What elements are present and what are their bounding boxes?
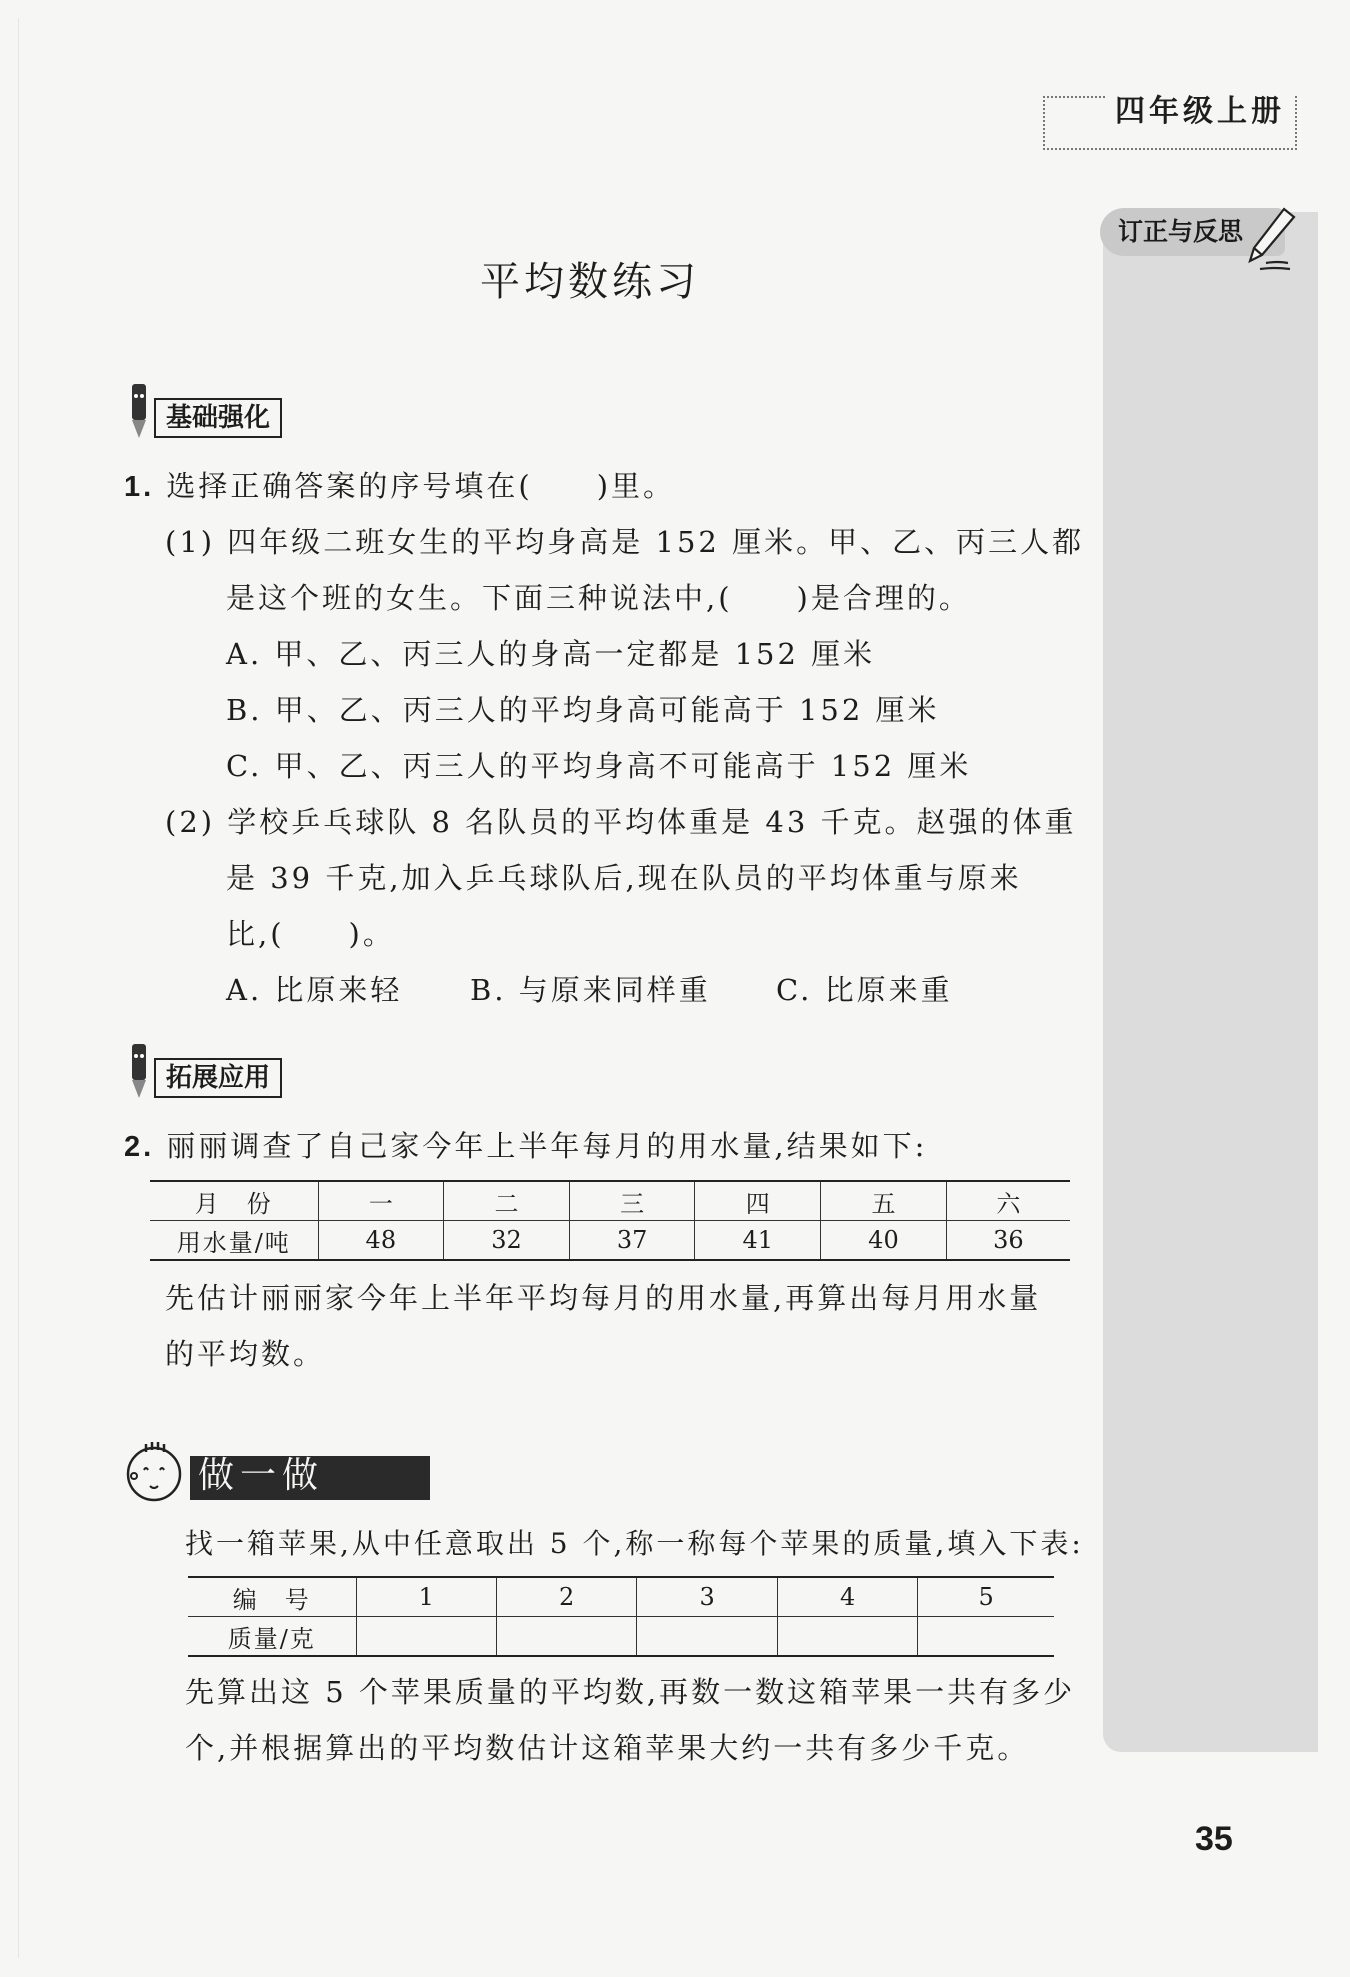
practice-text-line2: 个,并根据算出的平均数估计这箱苹果大约一共有多少千克。 [185,1731,1030,1765]
table-cell: 四 [695,1181,821,1221]
q1-sub1-optionB: B. 甲、乙、丙三人的平均身高可能高于 152 厘米 [226,693,940,727]
table-cell: 编 号 [188,1577,356,1617]
table-cell: 五 [821,1181,947,1221]
child-face-icon [122,1440,186,1504]
table-cell: 48 [318,1221,444,1261]
water-usage-table [150,1180,1070,1261]
table-cell-blank [637,1617,777,1657]
table-cell-blank [777,1617,917,1657]
table-cell: 32 [444,1221,570,1261]
pencil-mascot-icon [124,380,152,442]
q2-text-line2: 的平均数。 [165,1337,326,1371]
table-cell: 二 [444,1181,570,1221]
table-cell: 41 [695,1221,821,1261]
table-cell: 六 [946,1181,1070,1221]
table-cell: 40 [821,1221,947,1261]
table-cell-blank [356,1617,496,1657]
q2-number: 2. [124,1131,155,1163]
q1-sub2-optionC: C. 比原来重 [776,973,953,1007]
practice-text-line1: 先算出这 5 个苹果质量的平均数,再数一数这箱苹果一共有多少 [185,1675,1076,1709]
table-cell: 质量/克 [188,1617,356,1657]
table-cell-blank [918,1617,1054,1657]
q1-sub2-optionA: A. 比原来轻 [226,973,403,1007]
table-cell: 37 [569,1221,695,1261]
practice-header [118,1440,325,1508]
page-title: 平均数练习 [480,259,700,305]
q1-sub1-line1: (1) 四年级二班女生的平均身高是 152 厘米。甲、乙、丙三人都 [165,525,1085,559]
q1-text: 选择正确答案的序号填在( )里。 [166,469,676,503]
table-cell: 一 [318,1181,444,1221]
table-row [188,1617,1054,1657]
pencil-icon [1238,205,1298,271]
table-cell: 1 [356,1577,496,1617]
table-cell: 三 [569,1181,695,1221]
q1-sub2-line1: (2) 学校乒乓球队 8 名队员的平均体重是 43 千克。赵强的体重 [165,805,1077,839]
practice-intro: 找一箱苹果,从中任意取出 5 个,称一称每个苹果的质量,填入下表: [185,1527,1084,1560]
pencil-mascot-icon [124,1040,152,1102]
table-header-row [150,1181,1070,1221]
table-cell-blank [496,1617,636,1657]
correction-column [1103,212,1318,1752]
page-number: 35 [1195,1820,1233,1858]
q1-sub1-optionC: C. 甲、乙、丙三人的平均身高不可能高于 152 厘米 [226,749,972,783]
grade-label: 四年级上册 [1105,92,1295,132]
table-cell: 3 [637,1577,777,1617]
section-label: 基础强化 [154,398,282,438]
q1-number: 1. [124,471,155,503]
q1-sub2-optionB: B. 与原来同样重 [470,973,711,1007]
q1-sub2-line2: 是 39 千克,加入乒乓球队后,现在队员的平均体重与原来 [226,861,1022,895]
table-cell: 月 份 [150,1181,318,1221]
section-extend [124,1058,282,1098]
q1-stem [124,464,675,505]
table-cell: 5 [918,1577,1054,1617]
apple-mass-table [188,1576,1054,1657]
table-cell: 用水量/吨 [150,1221,318,1261]
correction-tag: 订正与反思 [1100,208,1285,256]
q1-sub2-line3: 比,( )。 [226,917,395,951]
q2-text-line1: 先估计丽丽家今年上半年平均每月的用水量,再算出每月用水量 [165,1281,1042,1315]
q1-sub1-optionA: A. 甲、乙、丙三人的身高一定都是 152 厘米 [226,637,876,671]
practice-label: 做一做 [190,1456,430,1500]
section-basic [124,398,282,438]
table-cell: 36 [946,1221,1070,1261]
q2-stem [124,1124,927,1165]
table-header-row [188,1577,1054,1617]
q1-sub1-line2: 是这个班的女生。下面三种说法中,( )是合理的。 [226,581,971,615]
table-row [150,1221,1070,1261]
q2-text: 丽丽调查了自己家今年上半年每月的用水量,结果如下: [166,1129,928,1163]
table-cell: 2 [496,1577,636,1617]
table-cell: 4 [777,1577,917,1617]
section-label: 拓展应用 [154,1058,282,1098]
